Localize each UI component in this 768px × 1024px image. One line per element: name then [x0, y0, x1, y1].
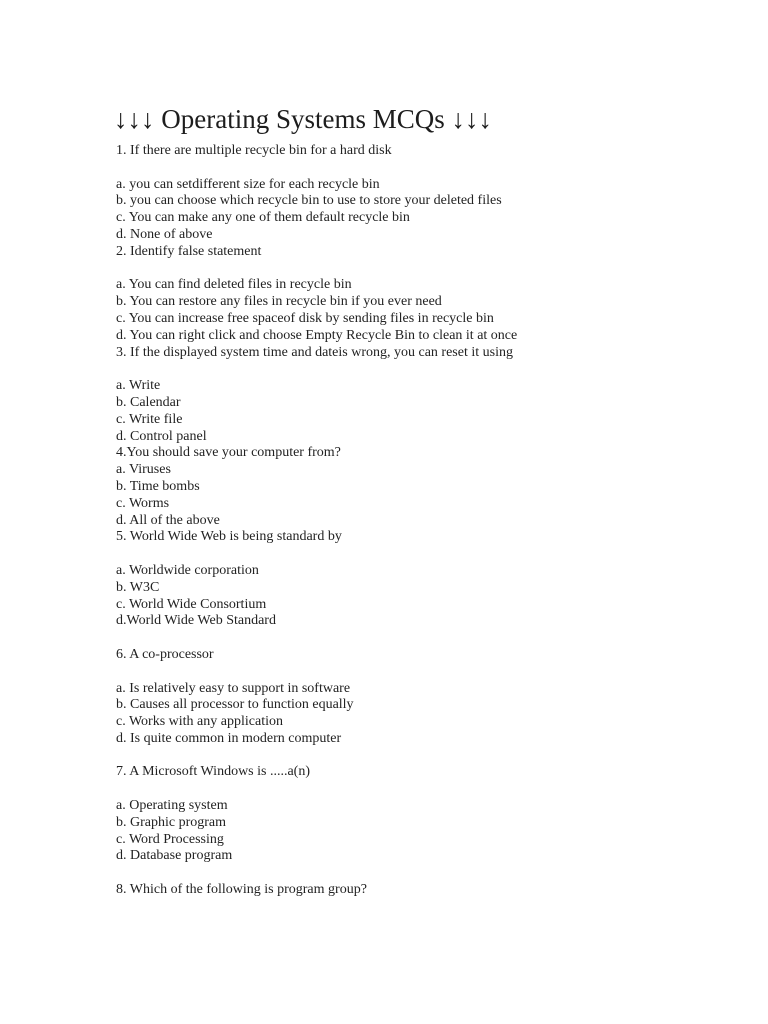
answer-option: c. Word Processing	[116, 831, 224, 847]
question-text: 1. If there are multiple recycle bin for a hard disk	[116, 143, 392, 158]
answer-option: b. Causes all processor to function equally	[116, 697, 354, 713]
answer-option: c. Worms	[116, 495, 170, 511]
blank-line	[116, 160, 716, 177]
answer-option: c. Works with any application	[116, 714, 283, 730]
blank-line	[116, 361, 716, 378]
blank-line	[116, 781, 716, 798]
answer-option: d.World Wide Web Standard	[116, 613, 276, 629]
answer-option: a. you can setdifferent size for each recycle bin	[116, 176, 380, 192]
blank-line	[116, 865, 716, 882]
answer-option: d. Database program	[116, 848, 233, 864]
answer-option: a. Write	[116, 378, 161, 394]
answer-option: a. Is relatively easy to support in software	[116, 680, 351, 696]
answer-option: b. Calendar	[116, 394, 181, 410]
answer-option: c. You can make any one of them default recycle bin	[116, 210, 410, 226]
answer-option: a. You can find deleted files in recycle bin	[116, 277, 352, 293]
answer-option: d. None of above	[116, 226, 213, 242]
blank-line	[116, 630, 716, 647]
question-text: 5. World Wide Web is being standard by	[116, 529, 342, 545]
question-text: 4.You should save your computer from?	[116, 445, 341, 461]
answer-option: a. Worldwide corporation	[116, 562, 259, 578]
answer-option: d. Control panel	[116, 428, 207, 444]
answer-option: b. Time bombs	[116, 478, 200, 494]
answer-option: c. You can increase free spaceof disk by sending files in recycle bin	[116, 310, 494, 326]
blank-line	[116, 748, 716, 765]
question-text: 8. Which of the following is program group?	[116, 882, 367, 898]
answer-option: a. Viruses	[116, 462, 171, 478]
answer-option: b. You can restore any files in recycle bin if you ever need	[116, 294, 442, 310]
blank-line	[116, 664, 716, 681]
answer-option: c. World Wide Consortium	[116, 596, 267, 612]
answer-option: d. Is quite common in modern computer	[116, 730, 342, 746]
answer-option: a. Operating system	[116, 798, 228, 814]
question-text: 3. If the displayed system time and dateis wrong, you can reset it using	[116, 344, 513, 360]
blank-line	[116, 546, 716, 563]
answer-option: d. All of the above	[116, 512, 220, 528]
question-text: 7. A Microsoft Windows is .....a(n)	[116, 764, 311, 780]
question-text: 2. Identify false statement	[116, 243, 262, 259]
answer-option: b. W3C	[116, 579, 160, 595]
answer-option: d. You can right click and choose Empty Recycle Bin to clean it at once	[116, 327, 518, 343]
question-text: 6. A co-processor	[116, 646, 214, 662]
answer-option: b. Graphic program	[116, 814, 227, 830]
page-title: ↓↓↓ Operating Systems MCQs ↓↓↓	[114, 104, 492, 134]
answer-option: b. you can choose which recycle bin to use to store your deleted files	[116, 193, 502, 209]
answer-option: c. Write file	[116, 411, 183, 427]
mcq-content	[116, 143, 716, 899]
blank-line	[116, 261, 716, 278]
